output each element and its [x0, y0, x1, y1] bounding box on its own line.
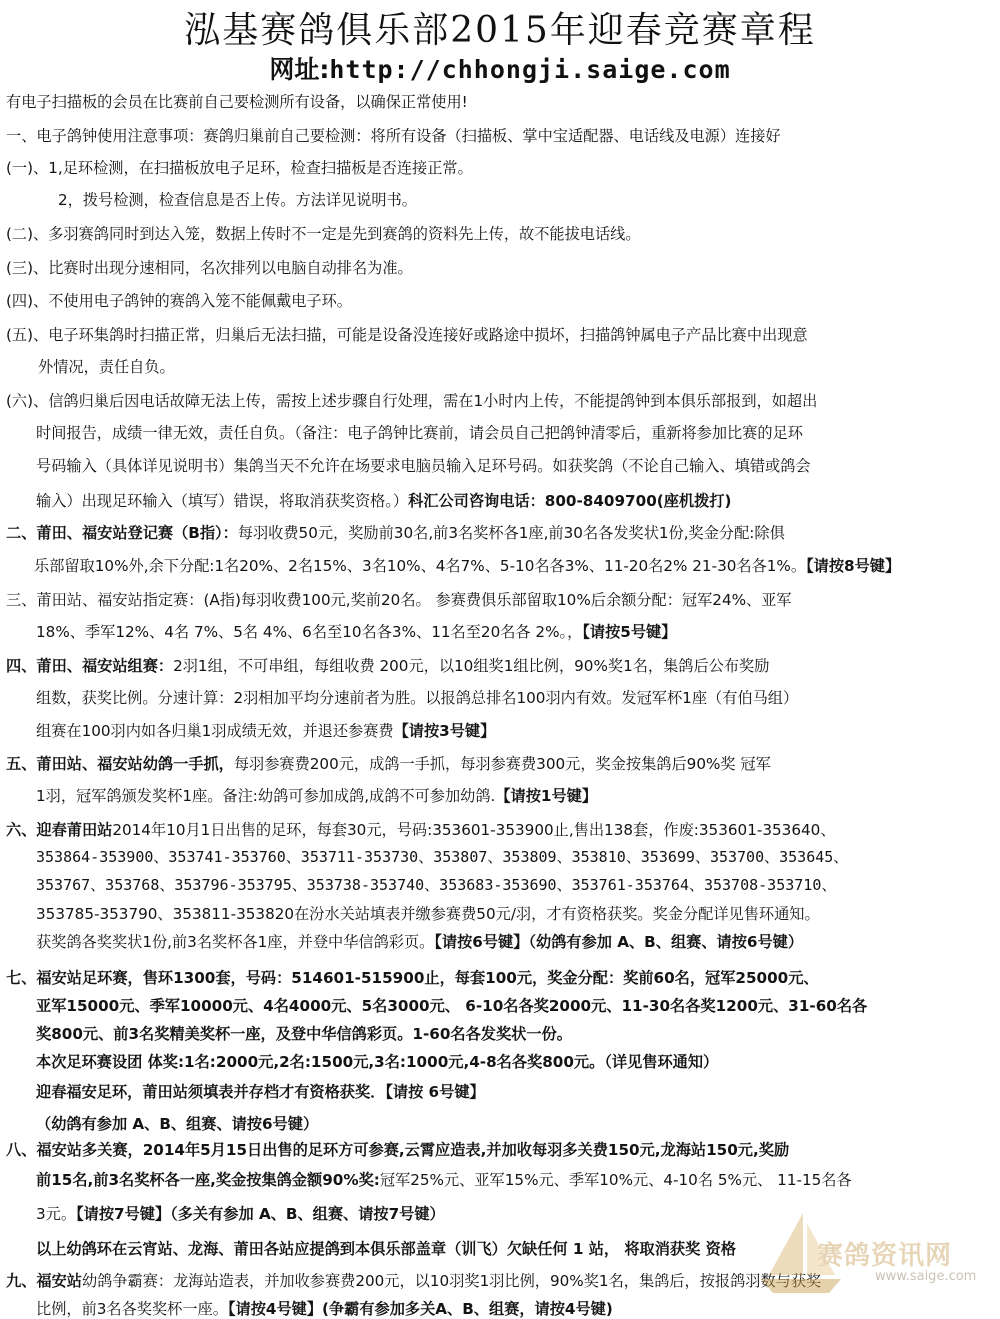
text-segment: 幼鸽争霸赛：龙海站造表，并加收参赛费200元，以10羽奖1羽比例，90%奖1名，集鸽后，按报鸽羽数与获奖: [81, 1272, 822, 1290]
text-line: [36, 491, 731, 511]
bold-segment: 二、莆田、福安站登记赛（B指）：: [6, 524, 238, 542]
text-line: [36, 932, 803, 952]
page-title: 泓基赛鸽俱乐部2015年迎春竞赛章程: [184, 10, 816, 51]
text-segment: (二)、多羽赛鸽同时到达入笼，数据上传时不一定是先到赛鸽的资料先上传，故不能拔电话线。: [6, 225, 641, 243]
bold-segment: 六、迎春莆田站: [6, 821, 113, 839]
text-line: [36, 1170, 852, 1190]
bold-segment: 七、福安站足环赛，售环1300套，号码：514601-515900止，每套100元，奖金分配：奖前60名，冠军25000元、: [6, 969, 819, 987]
text-line: [36, 1114, 318, 1134]
text-line: [6, 224, 641, 244]
text-segment: 2，拨号检测，检查信息是否上传。方法详见说明书。: [58, 191, 417, 209]
text-segment: 2014年10月1日出售的足环，每套30元，号码:353601-353900止,售出138套，作废:353601-353640、: [112, 821, 836, 839]
text-segment: 2羽1组，不可串组，每组收费 200元，以10组奖1组比例，90%奖1名，集鸽后公布奖励: [173, 657, 770, 675]
text-line: [6, 325, 808, 345]
text-segment: 每羽参赛费200元，成鸽一手抓，每羽参赛费300元，奖金按集鸽后90%奖 冠军: [233, 755, 771, 773]
text-segment: 时间报告，成绩一律无效，责任自负。（备注：电子鸽钟比赛前，请会员自己把鸽钟清零后，重新将参加比赛的足环: [36, 424, 803, 442]
text-line: [6, 1140, 789, 1160]
text-segment: 353864-353900、353741-353760、353711-353730、353807、353809、353810、353699、353700、353645、: [36, 848, 849, 866]
text-line: [6, 1271, 821, 1291]
text-line: [36, 1204, 445, 1224]
text-segment: 号码输入（具体详见说明书）集鸽当天不允许在场要求电脑员输入足环号码。如获奖鸽（不论自己输入、填错或鸽会: [36, 457, 811, 475]
bold-segment: 五、莆田站、福安站幼鸽一手抓，: [6, 755, 234, 773]
text-line: [6, 656, 769, 676]
website-url[interactable]: http://chhongji.saige.com: [329, 55, 731, 84]
text-line: [6, 126, 781, 146]
text-segment: 18%、季军12%、4名 7%、5名 4%、6名至10名各3%、11名至20名各 2%。，: [36, 623, 583, 641]
text-line: [36, 875, 836, 895]
bold-segment: 【请按1号键】: [495, 787, 598, 805]
text-line: [36, 622, 676, 642]
text-segment: 353767、353768、353796-353795、353738-353740、353683-353690、353761-353764、353708-353710、: [36, 876, 837, 894]
bold-segment: 【请按3号键】: [393, 722, 496, 740]
text-line: [36, 786, 597, 806]
bold-segment: 【请按6号键】（幼鸽有参加 A、B、组赛、请按6号键）: [434, 933, 804, 951]
text-segment: 353785-353790、353811-353820在汾水关站填表并缴参赛费50元/羽，才有资格获奖。奖金分配详见售环通知。: [36, 905, 820, 923]
text-segment: 外情况，责任自负。: [38, 358, 175, 376]
text-segment: (三)、比赛时出现分速相同，名次排列以电脑自动排名为准。: [6, 259, 413, 277]
text-line: [6, 158, 473, 178]
text-segment: 冠军25%元、亚军15%元、季军10%元、4-10名 5%元、 11-15名各: [379, 1171, 852, 1189]
bold-segment: （幼鸽有参加 A、B、组赛、请按6号键）: [36, 1115, 319, 1133]
bold-segment: 【请按7号键】（多关有参加 A、B、组赛、请按7号键）: [76, 1205, 445, 1223]
text-line: [6, 820, 836, 840]
watermark-text: 赛鸽资讯网: [817, 1241, 953, 1271]
text-line: [36, 1299, 613, 1319]
text-line: [6, 968, 819, 988]
text-segment: (六)、信鸽归巢后因电话故障无法上传，需按上述步骤自行处理，需在1小时内上传，不能提鸽钟到本俱乐部报到，如超出: [6, 392, 818, 410]
text-line: [36, 1024, 572, 1044]
bold-segment: 【请按5号键】: [582, 623, 677, 641]
text-line: [6, 754, 771, 774]
text-line: [6, 92, 468, 112]
text-segment: 3元。: [36, 1205, 77, 1223]
text-segment: 有电子扫描板的会员在比赛前自己要检测所有设备，以确保正常使用!: [6, 93, 468, 111]
bold-segment: 奖800元、前3名奖精美奖杯一座，及登中华信鸽彩页。1-60名各发奖状一份。: [36, 1025, 572, 1043]
bold-segment: 本次足环赛设团 体奖:1名:2000元,2名:1500元,3名:1000元,4-8名各奖800元。（详见售环通知）: [36, 1053, 719, 1071]
text-segment: (一)、1,足环检测，在扫描板放电子足环，检查扫描板是否连接正常。: [6, 159, 473, 177]
bold-segment: 【请按4号键】(争霸有参加多关A、B、组赛，请按4号键): [227, 1300, 613, 1318]
text-line: [36, 688, 798, 708]
text-line: [6, 258, 413, 278]
text-segment: 1羽，冠军鸽颁发奖杯1座。备注:幼鸽可参加成鸽,成鸽不可参加幼鸽.: [36, 787, 496, 805]
bold-segment: 迎春福安足环，莆田站须填表并存档才有资格获奖．【请按 6号键】: [36, 1083, 485, 1101]
text-line: [6, 391, 817, 411]
text-line: [6, 291, 352, 311]
text-line: [36, 904, 820, 924]
bold-segment: 前15名,前3名奖杯各一座,奖金按集鸽金额90%奖:: [36, 1171, 380, 1189]
text-line: [34, 556, 900, 576]
text-segment: 输入）出现足环输入（填写）错误，将取消获奖资格。）: [36, 492, 409, 510]
bold-segment: 八、福安站多关赛，2014年5月15日出售的足环方可参赛,云霄应造表,并加收每羽多关费150元,龙海站150元,奖励: [6, 1141, 790, 1159]
text-segment: 获奖鸽各奖奖状1份,前3名奖杯各1座，并登中华信鸽彩页。: [36, 933, 435, 951]
website-line: [0, 50, 1000, 86]
text-line: [36, 996, 867, 1016]
watermark-url: www.saige.com: [875, 1269, 977, 1284]
text-line: [38, 357, 175, 377]
text-segment: (四)、不使用电子鸽钟的赛鸽入笼不能佩戴电子环。: [6, 292, 352, 310]
text-line: [36, 423, 803, 443]
text-line: [6, 523, 785, 543]
text-segment: (五)、电子环集鸽时扫描正常，归巢后无法扫描，可能是设备没连接好或路途中损坏，扫描鸽钟属电子产品比赛中出现意: [6, 326, 808, 344]
text-line: [36, 1239, 736, 1259]
text-segment: 比例，前3名各奖奖杯一座。: [36, 1300, 228, 1318]
bold-segment: 四、莆田、福安站组赛：: [6, 657, 174, 675]
text-line: [36, 1052, 718, 1072]
text-line: [36, 721, 495, 741]
bold-segment: 科汇公司咨询电话：800-8409700(座机拨打): [408, 492, 732, 510]
text-line: [36, 847, 848, 867]
bold-segment: 亚军15000元、季军10000元、4名4000元、5名3000元、 6-10名各奖2000元、11-30名各奖1200元、31-60名各: [36, 997, 868, 1015]
text-segment: 一、电子鸽钟使用注意事项：赛鸽归巢前自己要检测：将所有设备（扫描板、掌中宝适配器、电话线及电源）连接好: [6, 127, 781, 145]
bold-segment: 【请按8号键】: [806, 557, 901, 575]
text-line: [6, 590, 792, 610]
text-line: [36, 456, 811, 476]
text-line: [58, 190, 417, 210]
text-segment: 每羽收费50元，奖励前30名,前3名奖杯各1座,前30名各发奖状1份,奖金分配:除俱: [237, 524, 785, 542]
text-segment: 三、莆田站、福安站指定赛：(A指)每羽收费100元,奖前20名。 参赛费俱乐部留取10%后余额分配：冠军24%、亚军: [6, 591, 792, 609]
bold-segment: 九、福安站: [6, 1272, 82, 1290]
text-segment: 乐部留取10%外,余下分配:1名20%、2名15%、3名10%、4名7%、5-10名各3%、11-20名2% 21-30名各1%。: [34, 557, 807, 575]
website-label: 网址:: [269, 55, 330, 84]
text-segment: 组数，获奖比例。分速计算：2羽相加平均分速前者为胜。以报鸽总排名100羽内有效。发冠军杯1座（有伯马组）: [36, 689, 799, 707]
bold-segment: 以上幼鸽环在云宵站、龙海、莆田各站应提鸽到本俱乐部盖章（训飞）欠缺任何 1 站， 将取消获奖 资格: [36, 1240, 736, 1258]
text-segment: 组赛在100羽内如各归巢1羽成绩无效，并退还参赛费: [36, 722, 394, 740]
text-line: [36, 1082, 485, 1102]
